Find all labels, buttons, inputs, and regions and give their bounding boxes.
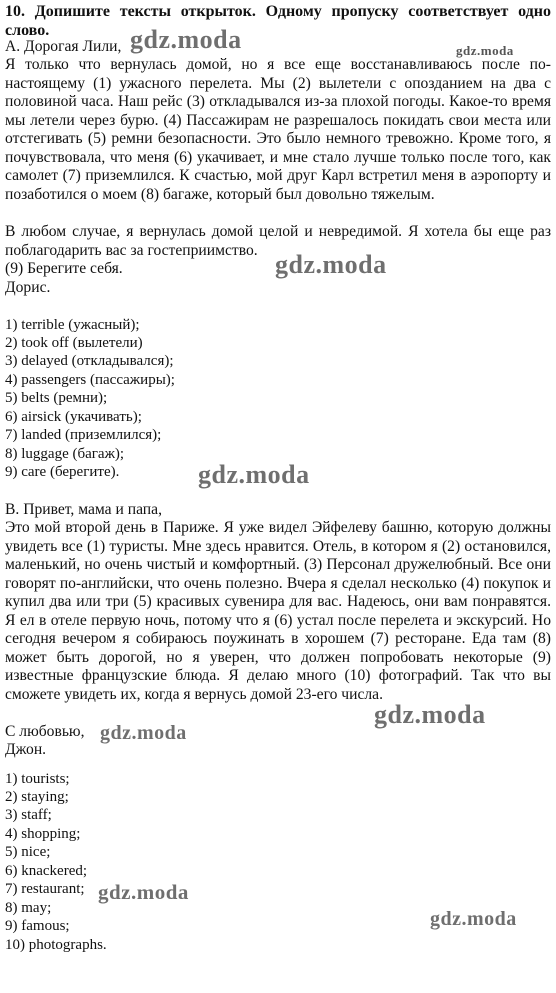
card-a-body-continued: В любом случае, я вернулась домой целой и невредимой. Я хотела бы еще раз поблагодарить вас за гостеприимство. — [5, 223, 551, 259]
answer-item: 1) terrible (ужасный); — [5, 317, 140, 333]
answer-item: 7) restaurant; — [5, 881, 85, 897]
card-b-body: Это мой второй день в Париже. Я уже видел Эйфелеву башню, которую должны увидеть все (1) туристы. Мне здесь нравится. Отель, в котором я (2) остановился, маленький, но очень чистый и комфортный. (3) Персонал дружелюбный. Все они говорят по-английски, что очень полезно. Вчера я сделал несколько (4) покупок и купил два или три (5) красивых сувенира для вас. Надеюсь, они вам понравятся. Я ел в отеле первую ночь, потому что я (6) устал после перелета и экскурсий. Но сегодня вечером я собираюсь поужинать в хорошем (7) ресторане. Еда там (8) может быть дорогой, но я уверен, что должен попробовать некоторые (9) известные французские блюда. Я делаю много (10) фотографий. Так что вы сможете увидеть их, когда я вернусь домой 23-его числа. — [5, 519, 551, 703]
answer-item: 1) tourists; — [5, 771, 70, 787]
watermark: gdz.moda — [98, 880, 189, 904]
watermark: gdz.moda — [430, 908, 517, 930]
answer-item: 3) staff; — [5, 807, 52, 823]
watermark: gdz.moda — [275, 250, 387, 279]
answer-item: 4) shopping; — [5, 826, 81, 842]
watermark: gdz.moda — [198, 460, 310, 489]
answer-item: 5) nice; — [5, 844, 51, 860]
answer-item: 10) photographs. — [5, 937, 107, 953]
answer-item: 3) delayed (откладывался); — [5, 353, 174, 369]
card-a-signature: Дорис. — [5, 279, 51, 296]
answer-item: 9) care (берегите). — [5, 464, 120, 480]
task-title: 10. Допишите тексты открыток. Одному пропуску соответствует одно слово. — [5, 3, 551, 39]
card-a-body: Я только что вернулась домой, но я все еще восстанавливаюсь после по-настоящему (1) ужасного перелета. Мы (2) вылетели с опозданием на два с половиной часа. Наш рейс (3) откладывался из-за плохой погоды. Какое-то время мы летели через бурю. (4) Пассажирам не разрешалось покидать свои места или отстегивать (5) ремни безопасности. Это было немного тревожно. Кроме того, я почувствовала, что меня (6) укачивает, и мне стало лучше только после того, как самолет (7) приземлился. К счастью, мой друг Карл встретил меня в аэропорту и позаботился о моем (8) багаже, который был довольно тяжелым. — [5, 56, 551, 203]
answer-item: 7) landed (приземлился); — [5, 427, 162, 443]
answer-item: 6) knackered; — [5, 863, 88, 879]
watermark: gdz.moda — [374, 700, 486, 729]
watermark: gdz.moda — [100, 722, 187, 744]
answer-item: 2) staying; — [5, 789, 69, 805]
answer-item: 4) passengers (пассажиры); — [5, 372, 175, 388]
card-b-greeting: B. Привет, мама и папа, — [5, 501, 162, 518]
answer-item: 8) luggage (багаж); — [5, 446, 125, 462]
card-b-signature: Джон. — [5, 741, 47, 758]
answer-item: 2) took off (вылетели) — [5, 335, 143, 351]
watermark: gdz.moda — [456, 43, 514, 58]
card-a-closing: (9) Берегите себя. — [5, 260, 123, 277]
answer-item: 6) airsick (укачивать); — [5, 409, 142, 425]
watermark: gdz.moda — [130, 25, 242, 54]
card-b-closing: С любовью, — [5, 723, 85, 740]
answer-item: 9) famous; — [5, 918, 70, 934]
answer-item: 5) belts (ремни); — [5, 390, 108, 406]
card-a-greeting: A. Дорогая Лили, — [5, 38, 122, 55]
answer-item: 8) may; — [5, 900, 52, 916]
